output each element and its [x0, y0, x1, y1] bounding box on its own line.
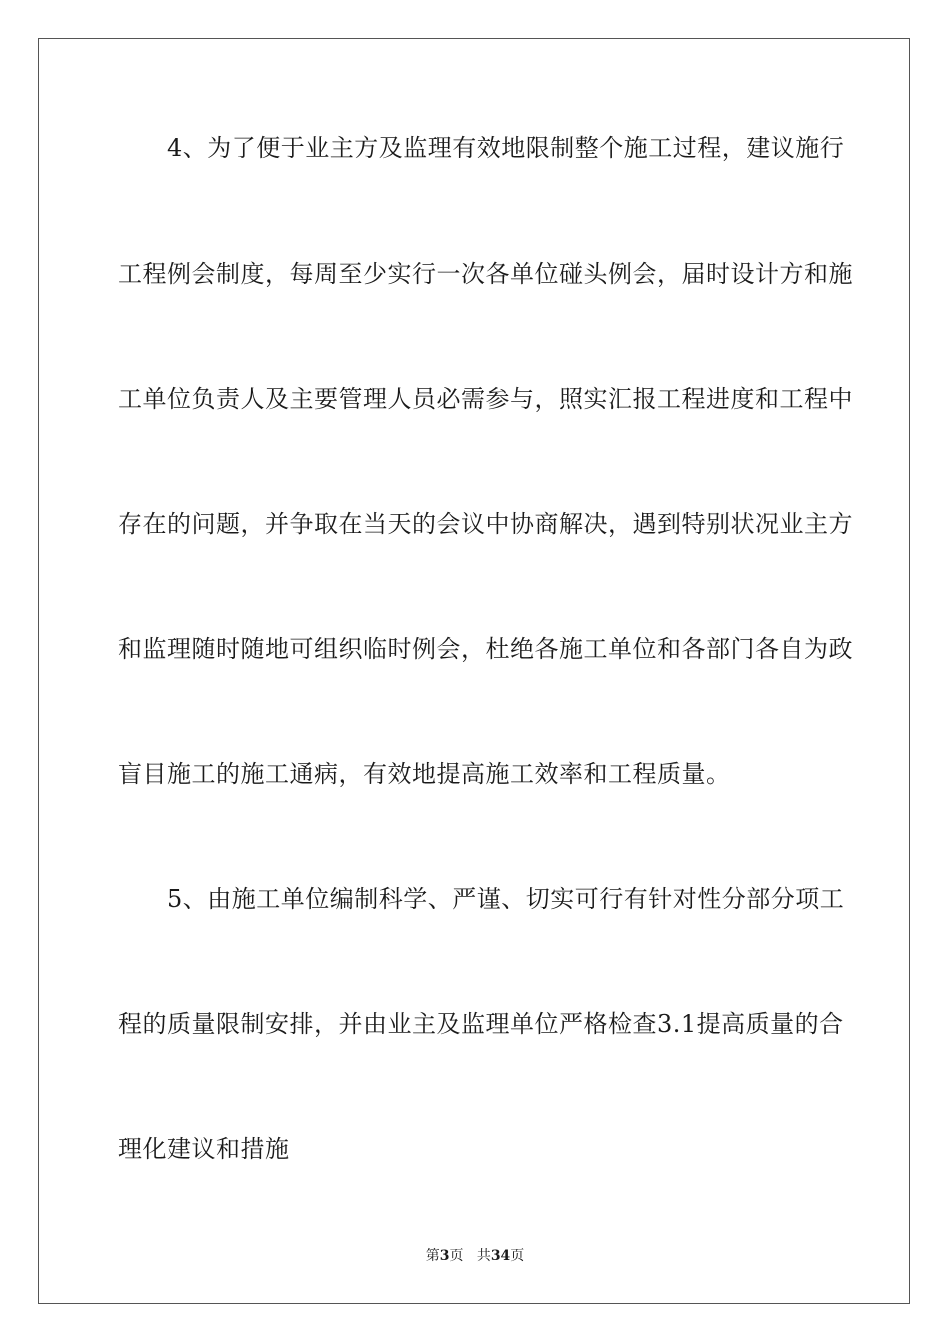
paragraph-line: 盲目施工的施工通病，有效地提高施工效率和工程质量。 — [118, 760, 731, 788]
page-border — [38, 38, 910, 1304]
paragraph-line: 5、由施工单位编制科学、严谨、切实可行有针对性分部分项工 — [118, 885, 845, 913]
page-number: 3 — [439, 1248, 450, 1264]
paragraph-line: 和监理随时随地可组织临时例会，杜绝各施工单位和各部门各自为政 — [118, 635, 853, 663]
paragraph-line: 存在的问题，并争取在当天的会议中协商解决，遇到特别状况业主方 — [118, 510, 853, 538]
total-suffix: 页 — [510, 1248, 525, 1264]
total-prefix: 共 — [476, 1248, 491, 1264]
paragraph-line: 4、为了便于业主方及监理有效地限制整个施工过程，建议施行 — [118, 134, 845, 162]
page-footer — [0, 1246, 950, 1266]
paragraph-line: 理化建议和措施 — [118, 1135, 290, 1163]
total-pages: 34 — [490, 1248, 511, 1264]
paragraph-line: 工程例会制度，每周至少实行一次各单位碰头例会，届时设计方和施 — [118, 260, 853, 288]
paragraph-line: 程的质量限制安排，并由业主及监理单位严格检查3.1提高质量的合 — [118, 1010, 844, 1038]
paragraph-line: 工单位负责人及主要管理人员必需参与，照实汇报工程进度和工程中 — [118, 385, 853, 413]
page-suffix: 页 — [449, 1248, 464, 1264]
page-prefix: 第 — [425, 1248, 440, 1264]
